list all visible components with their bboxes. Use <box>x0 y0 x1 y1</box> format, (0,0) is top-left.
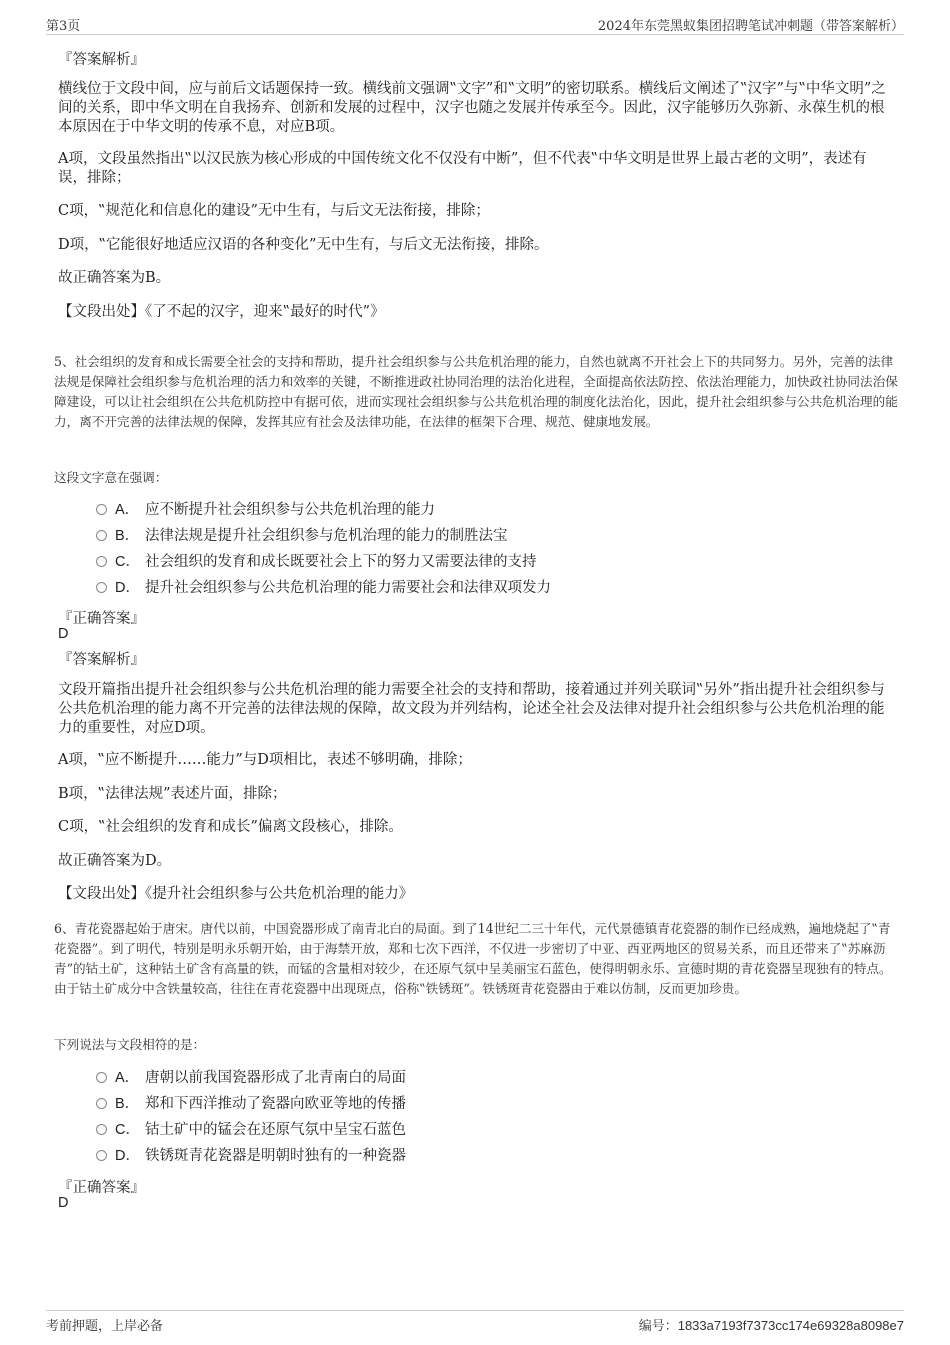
q5-analysis-p3: B项，‟法律法规”表述片面，排除； <box>58 786 287 802</box>
q5-analysis-conclusion: 故正确答案为D。 <box>58 853 172 869</box>
q5-prompt: 这段文字意在强调： <box>54 470 168 485</box>
q6-option-c[interactable]: C． 钴土矿中的锰会在还原气氛中呈宝石蓝色 <box>96 1120 406 1140</box>
radio-icon[interactable] <box>96 530 107 541</box>
radio-icon[interactable] <box>96 582 107 593</box>
radio-icon[interactable] <box>96 504 107 515</box>
q4-analysis-p3: C项，‟规范化和信息化的建设”无中生有，与后文无法衔接，排除； <box>58 203 490 219</box>
q5-source: 【文段出处】《提升社会组织参与公共危机治理的能力》 <box>58 886 414 902</box>
q4-analysis-p4: D项，‟它能很好地适应汉语的各种变化”无中生有，与后文无法衔接，排除。 <box>58 237 549 253</box>
q6-option-d[interactable]: D． 铁锈斑青花瓷器是明朝时独有的一种瓷器 <box>96 1146 406 1166</box>
q5-analysis-label: 『答案解析』 <box>58 652 145 668</box>
q5-option-b[interactable]: B． 法律法规是提升社会组织参与危机治理的能力的制胜法宝 <box>96 526 508 546</box>
q5-option-a[interactable]: A． 应不断提升社会组织参与公共危机治理的能力 <box>96 500 435 520</box>
q5-option-c[interactable]: C． 社会组织的发育和成长既要社会上下的努力又需要法律的支持 <box>96 552 537 572</box>
radio-icon[interactable] <box>96 1098 107 1109</box>
q6-answer-label: 『正确答案』 <box>58 1180 145 1196</box>
q6-option-b[interactable]: B． 郑和下西洋推动了瓷器向欧亚等地的传播 <box>96 1094 406 1114</box>
q4-analysis-p2: A项，文段虽然指出‟以汉民族为核心形成的中国传统文化不仅没有中断”，但不代表‟中华文明是世界上最古老的文明”，表述有误，排除； <box>58 151 867 186</box>
q5-analysis-p1: 文段开篇指出提升社会组织参与公共危机治理的能力需要全社会的支持和帮助，接着通过并列关联词‟另外”指出提升社会组织参与公共危机治理的能力离不开完善的法律法规的保障，故文段为并列结构，论述全社会及法律对提升社会组织参与公共危机治理的能力的重要性，对应D项。 <box>58 682 885 736</box>
q5-analysis-p2: A项，‟应不断提升……能力”与D项相比，表述不够明确，排除； <box>58 752 472 768</box>
document-title: 2024年东莞黑蚁集团招聘笔试冲刺题（带答案解析） <box>597 19 904 34</box>
q5-answer-value: D <box>58 626 69 642</box>
q4-analysis-label: 『答案解析』 <box>58 52 145 68</box>
page-header <box>46 14 904 35</box>
q5-stem: 5、社会组织的发育和成长需要全社会的支持和帮助，提升社会组织参与公共危机治理的能力，自然也就离不开社会上下的共同努力。另外，完善的法律法规是保障社会组织参与危机治理的活力和效率的关键，不断推进政社协同治理的法治化进程，全面提高依法防控、依法治理能力，加快政社协同法治保障建设，可以让社会组织在公共危机防控中有据可依，进而实现社会组织参与公共危机治理的制度化法治化，因此，提升社会组织参与公共危机治理的能力，离不开完善的法律法规的保障，发挥其应有社会及法律功能，在法律的框架下合理、规范、健康地发展。 <box>54 354 898 429</box>
radio-icon[interactable] <box>96 1150 107 1161</box>
page-footer <box>46 1310 904 1333</box>
q6-option-a[interactable]: A． 唐朝以前我国瓷器形成了北青南白的局面 <box>96 1068 406 1088</box>
q6-answer-value: D <box>58 1195 69 1211</box>
footer-slogan: 考前押题，上岸必备 <box>46 1319 164 1334</box>
radio-icon[interactable] <box>96 1072 107 1083</box>
document-id: 编号：1833a7193f7373cc174e69328a8098e7 <box>638 1318 904 1334</box>
q5-answer-label: 『正确答案』 <box>58 611 145 627</box>
page-number: 第3页 <box>46 19 81 34</box>
radio-icon[interactable] <box>96 556 107 567</box>
q4-analysis-p1: 横线位于文段中间，应与前后文话题保持一致。横线前文强调‟文字”和‟文明”的密切联系。横线后文阐述了‟汉字”与‟中华文明”之间的关系，即中华文明在自我扬弃、创新和发展的过程中，汉字也随之发展并传承至今。因此，汉字能够历久弥新、永葆生机的根本原因在于中华文明的传承不息，对应B项。 <box>58 81 886 135</box>
q6-stem: 6、青花瓷器起始于唐宋。唐代以前，中国瓷器形成了南青北白的局面。到了14世纪二三十年代，元代景德镇青花瓷器的制作已经成熟，遍地烧起了‟青花瓷器”。到了明代，特别是明永乐朝开始，由于海禁开放，郑和七次下西洋，不仅进一步密切了中亚、西亚两地区的贸易关系，而且还带来了‟苏麻沥青”的钴土矿，这种钴土矿含有高量的铁，而锰的含量相对较少，在还原气氛中呈美丽宝石蓝色，使得明朝永乐、宣德时期的青花瓷器呈现独有的特点。由于钴土矿成分中含铁量较高，往往在青花瓷器中出现斑点，俗称‟铁锈斑”。铁锈斑青花瓷器由于难以仿制，反而更加珍贵。 <box>54 921 892 996</box>
q4-source: 【文段出处】《了不起的汉字，迎来‟最好的时代”》 <box>58 304 385 320</box>
q4-analysis-conclusion: 故正确答案为B。 <box>58 270 171 286</box>
radio-icon[interactable] <box>96 1124 107 1135</box>
q5-option-d[interactable]: D． 提升社会组织参与公共危机治理的能力需要社会和法律双项发力 <box>96 578 551 598</box>
q5-analysis-p4: C项，‟社会组织的发育和成长”偏离文段核心，排除。 <box>58 819 403 835</box>
q6-prompt: 下列说法与文段相符的是： <box>54 1037 206 1052</box>
